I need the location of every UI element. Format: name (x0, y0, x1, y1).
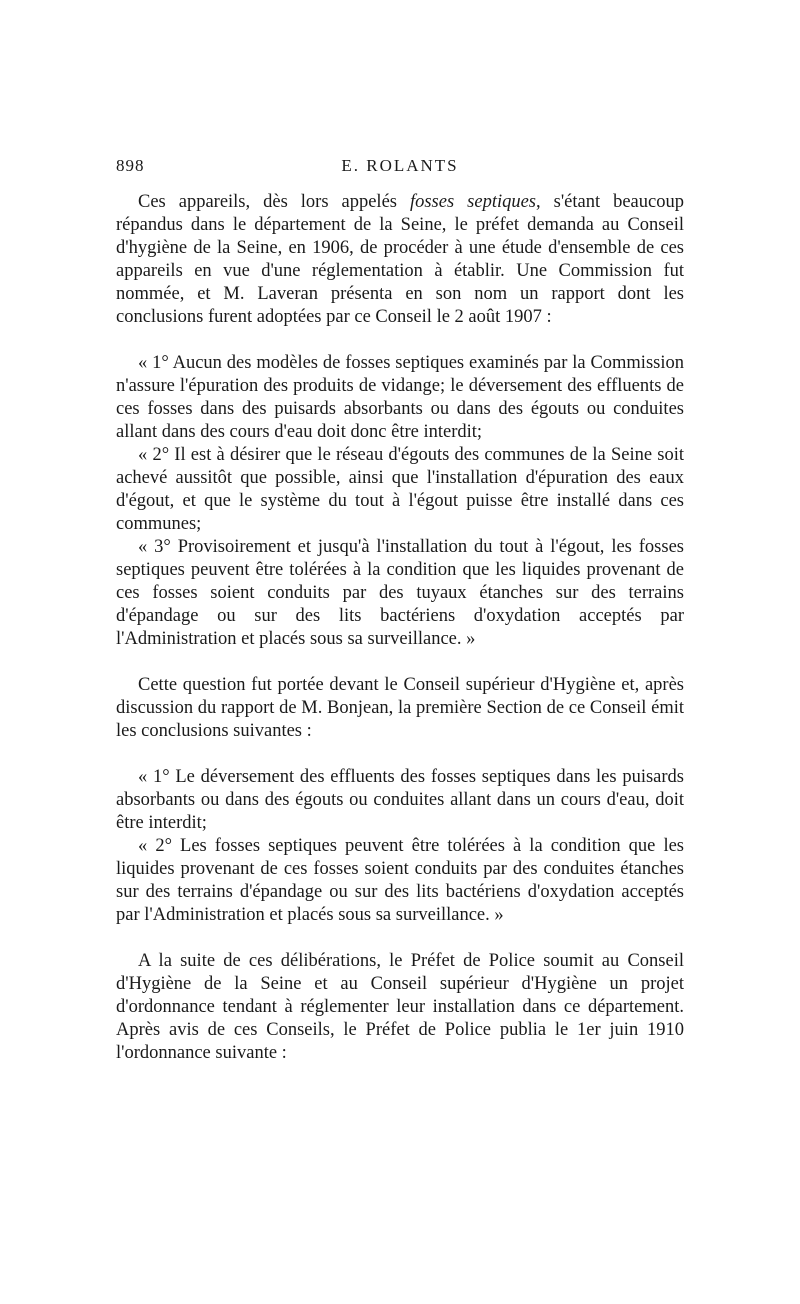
page-number: 898 (116, 156, 145, 175)
paragraph-intro (116, 191, 684, 329)
spacer (116, 743, 684, 766)
spacer (116, 651, 684, 674)
spacer (116, 180, 684, 191)
italic-term: fosses septiques (409, 192, 537, 212)
spacer (116, 927, 684, 950)
page-header (116, 150, 684, 180)
spacer (116, 329, 684, 352)
paragraph-conseil-superieur: Cette question fut portée devant le Conseil supérieur d'Hygiène et, après discussion du rapport de M. Bonjean, la première Section de ce Conseil émit les conclusions suivantes : (116, 675, 684, 741)
paragraph-ordonnance: A la suite de ces délibérations, le Préfet de Police soumit au Conseil d'Hygiène de la Seine et au Conseil supérieur d'Hygiène un projet d'ordonnance tendant à réglementer leur installation dans ce département. Après avis de ces Conseils, le Préfet de Police publia le 1er juin 1910 l'ordonnance suivante : (116, 951, 684, 1063)
quote-conclusion-2: « 2° Il est à désirer que le réseau d'égouts des communes de la Seine soit achevé aussitôt que possible, ainsi que l'installation d'épuration des eaux d'égout, et que le système du tout à l'égout puisse être installé dans ces communes; (116, 445, 684, 534)
quote-section-1: « 1° Le déversement des effluents des fosses septiques dans les puisards absorbants ou dans des égouts ou conduites allant dans un cours d'eau, doit être interdit; (116, 767, 684, 833)
paragraph-intro-start: Ces appareils, dès lors appelés (138, 192, 410, 212)
book-page (116, 150, 684, 1065)
running-head: E. ROLANTS (341, 156, 459, 175)
quote-section-2: « 2° Les fosses septiques peuvent être tolérées à la condition que les liquides provenant de ces fosses soient conduits par des conduites étanches sur des terrains d'épandage ou sur des lits bactériens d'oxydation acceptés par l'Administration et placés sous sa surveillance. » (116, 836, 684, 925)
quote-conclusion-1: « 1° Aucun des modèles de fosses septiques examinés par la Commission n'assure l'épuration des produits de vidange; le déversement des effluents de ces fosses dans des puisards absorbants ou dans des égouts ou conduites allant dans des cours d'eau doit donc être interdit; (116, 353, 684, 442)
quote-conclusion-3: « 3° Provisoirement et jusqu'à l'installation du tout à l'égout, les fosses septiques peuvent être tolérées à la condition que les liquides provenant de ces fosses soient conduits par des tuyaux étanches sur des terrains d'épandage ou sur des lits bactériens d'oxydation acceptés par l'Administration et placés sous sa surveillance. » (116, 537, 684, 649)
paragraph-intro-rest: , s'étant beaucoup répandus dans le département de la Seine, le préfet demanda au Conseil d'hygiène de la Seine, en 1906, de procéder à une étude d'ensemble de ces appareils en vue d'une réglementation à établir. Une Commission fut nommée, et M. Laveran présenta en son nom un rapport dont les conclusions furent adoptées par ce Conseil le 2 août 1907 : (116, 192, 684, 327)
